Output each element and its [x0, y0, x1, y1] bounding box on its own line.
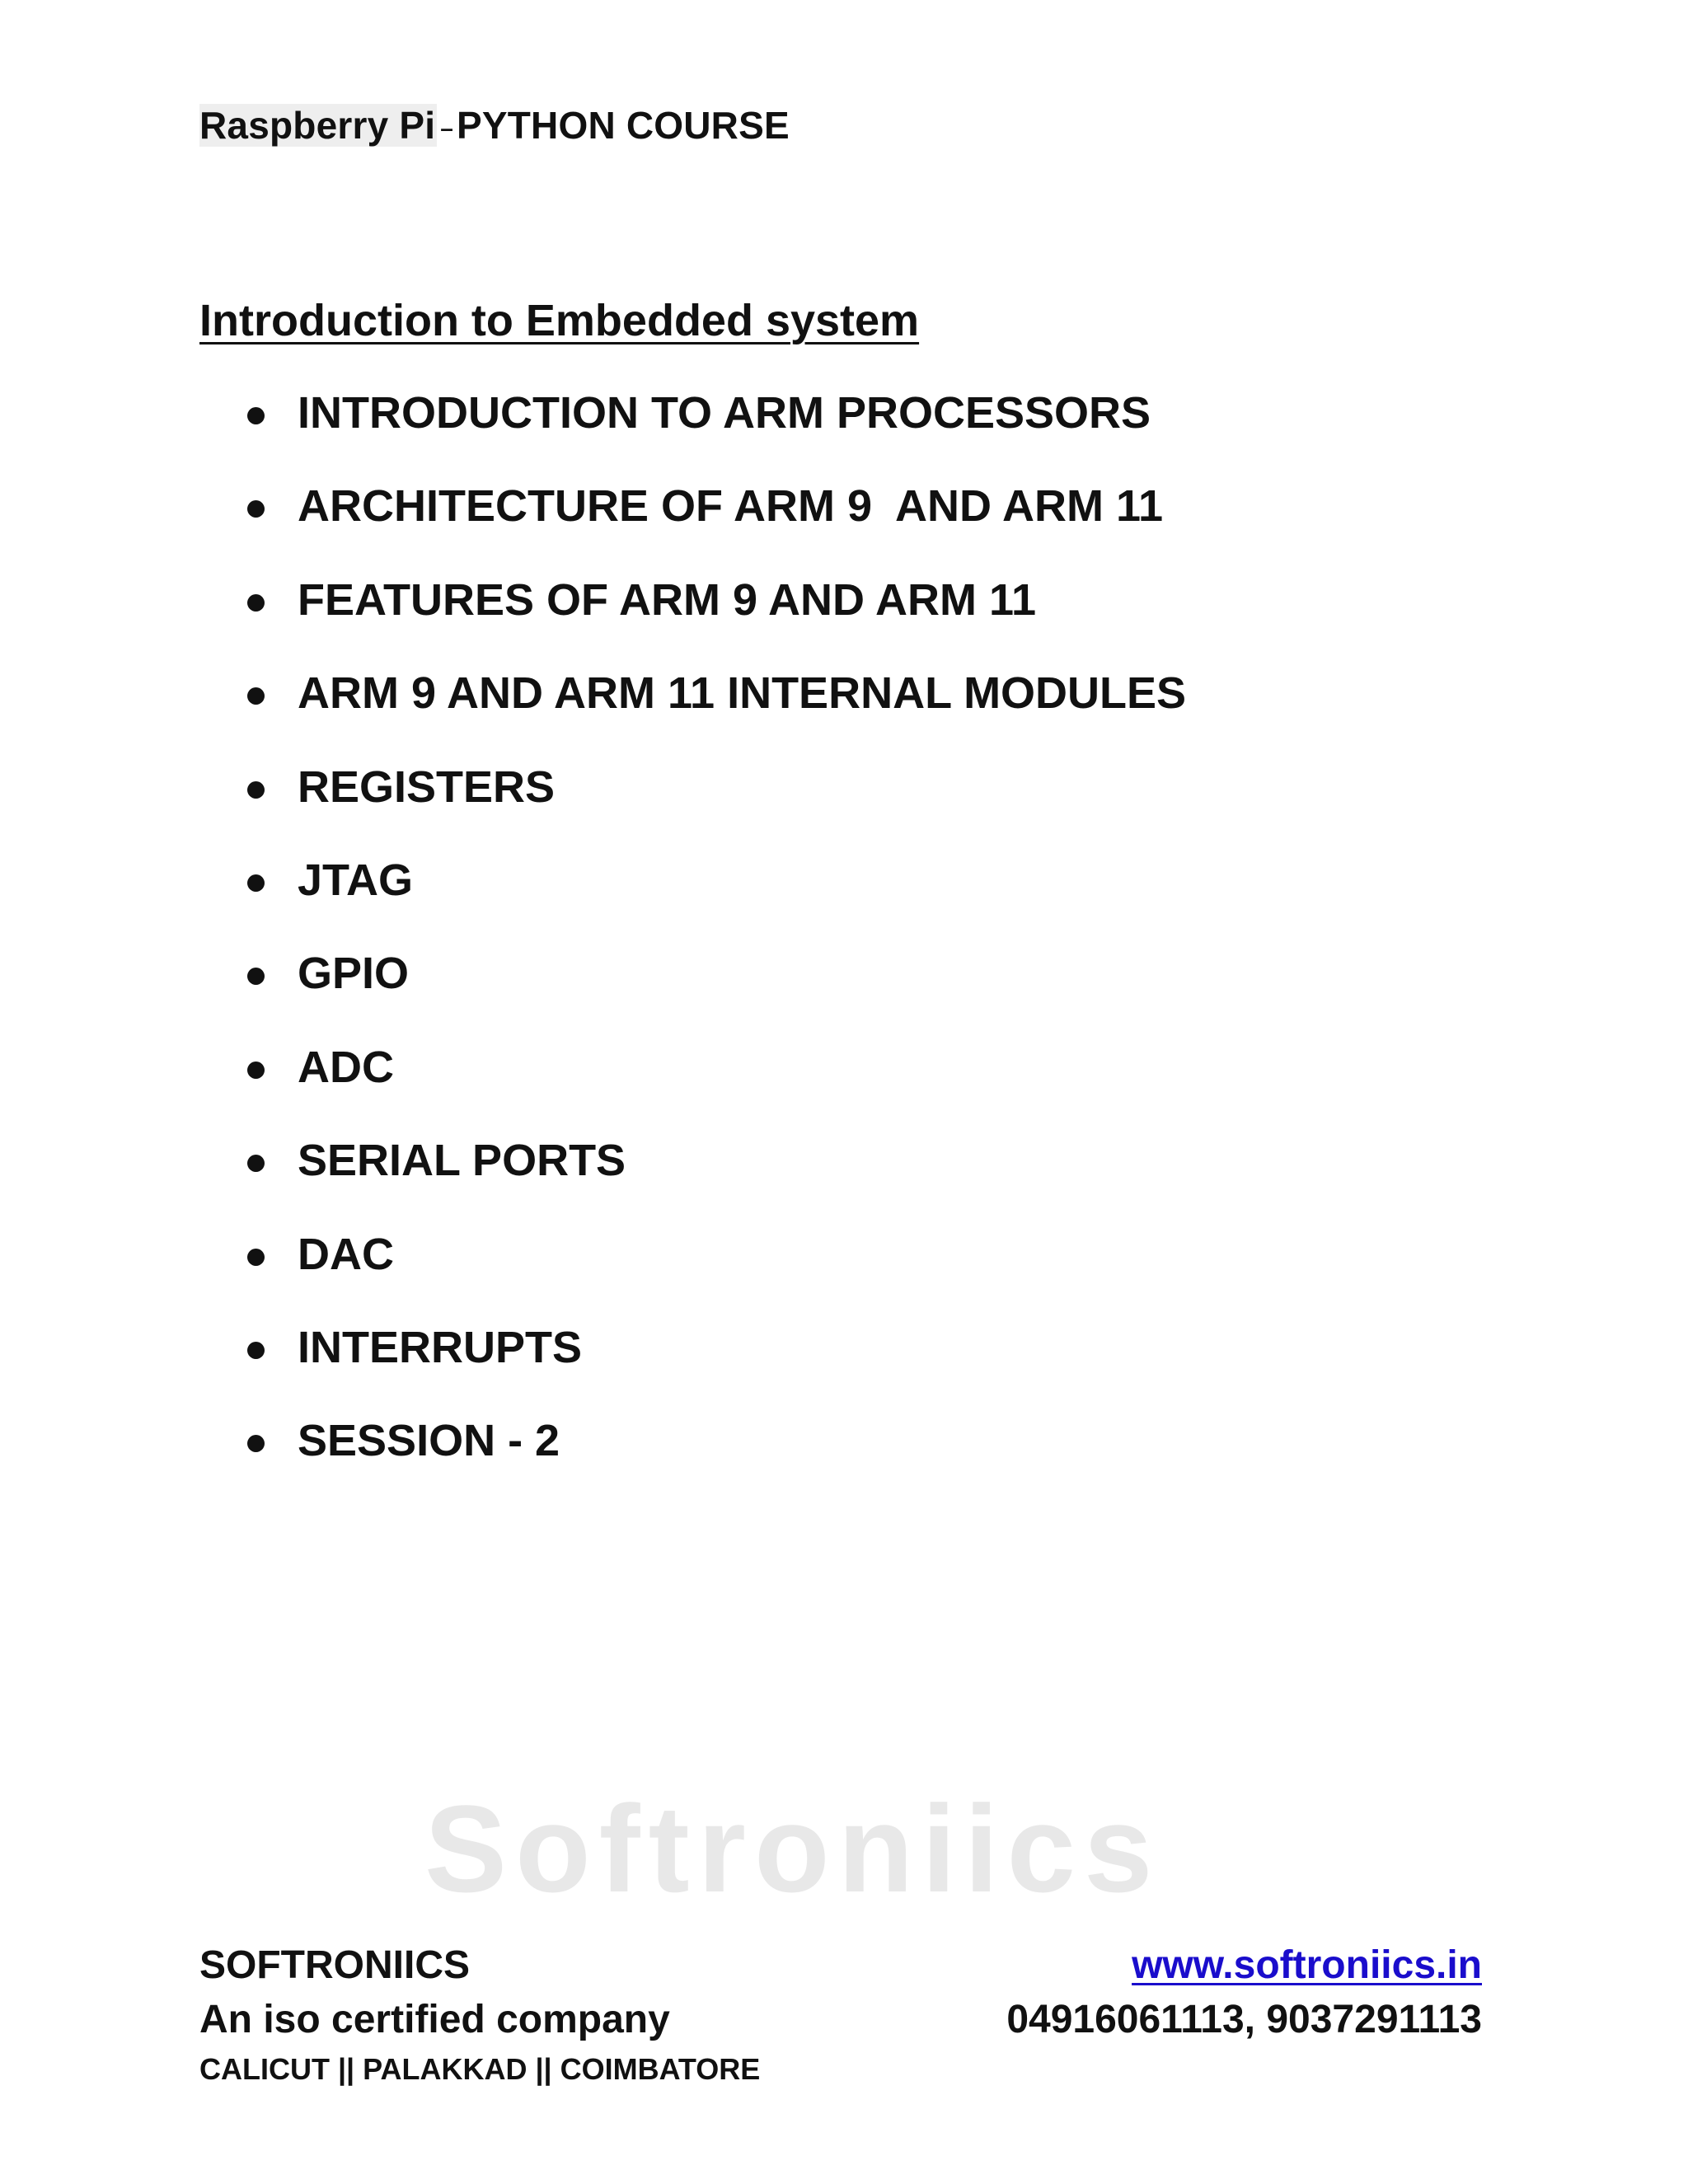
topic-list — [247, 387, 1186, 1509]
list-item — [247, 855, 1186, 948]
list-item — [247, 1322, 1186, 1415]
list-item — [247, 387, 1186, 480]
bullet-icon — [247, 1249, 265, 1266]
bullet-icon — [247, 874, 265, 892]
watermark-logo — [424, 1779, 1249, 1918]
course-suffix: PYTHON COURSE — [456, 104, 790, 147]
bullet-icon — [247, 1435, 265, 1452]
list-item-label: INTERRUPTS — [298, 1322, 583, 1372]
page-header — [199, 103, 790, 148]
list-item — [247, 574, 1186, 668]
list-item — [247, 762, 1186, 855]
list-item — [247, 480, 1186, 574]
list-item-label: GPIO — [298, 949, 410, 999]
list-item-label: ARM 9 AND ARM 11 INTERNAL MODULES — [298, 668, 1187, 719]
section-title: Introduction to Embedded system — [199, 296, 920, 345]
bullet-icon — [247, 1155, 265, 1172]
list-item-label: DAC — [298, 1229, 394, 1279]
list-item-label: ARCHITECTURE OF ARM 9 AND ARM 11 — [298, 481, 1164, 532]
list-item-label: SERIAL PORTS — [298, 1136, 626, 1186]
bullet-icon — [247, 781, 265, 799]
footer-contact-block — [1006, 1938, 1482, 2047]
list-item-label: ADC — [298, 1042, 394, 1092]
list-item — [247, 668, 1186, 761]
list-item — [247, 1042, 1186, 1135]
course-prefix: Raspberry Pi — [199, 104, 436, 147]
bullet-icon — [247, 500, 265, 518]
list-item — [247, 1229, 1186, 1322]
bullet-icon — [247, 1062, 265, 1079]
footer-company-block — [199, 1938, 760, 2092]
phone-numbers: 04916061113, 9037291113 — [1006, 1998, 1482, 2041]
list-item — [247, 1135, 1186, 1228]
company-name: SOFTRONIICS — [199, 1943, 471, 1987]
bullet-icon — [247, 594, 265, 612]
list-item-label: FEATURES OF ARM 9 AND ARM 11 — [298, 574, 1037, 625]
bullet-icon — [247, 968, 265, 985]
list-item-label: JTAG — [298, 855, 414, 905]
bullet-icon — [247, 407, 265, 424]
bullet-icon — [247, 687, 265, 705]
watermark-text: Softroniics — [424, 1779, 1161, 1918]
list-item-label: INTRODUCTION TO ARM PROCESSORS — [298, 388, 1151, 438]
list-item-label: REGISTERS — [298, 762, 556, 812]
header-separator: – — [440, 115, 453, 141]
bullet-icon — [247, 1342, 265, 1359]
company-tagline: An iso certified company — [199, 1998, 670, 2041]
list-item-label: SESSION - 2 — [298, 1416, 560, 1466]
list-item — [247, 948, 1186, 1041]
company-locations: CALICUT || PALAKKAD || COIMBATORE — [199, 2052, 761, 2086]
website-link[interactable]: www.softroniics.in — [1132, 1943, 1482, 1987]
list-item — [247, 1415, 1186, 1508]
